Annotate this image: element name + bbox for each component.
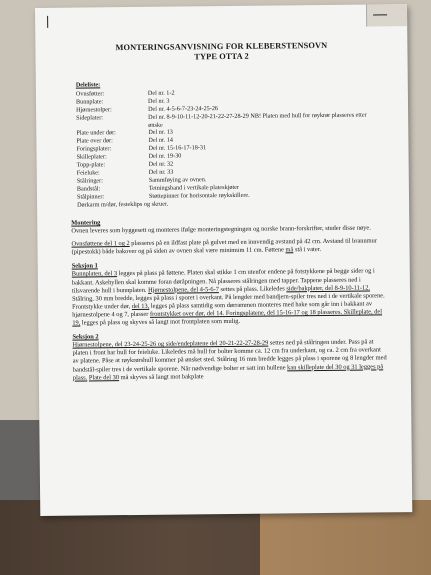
- parts-row: Stålpinner: Støttepinner for horisontale røykskillere.: [76, 191, 250, 201]
- parts-row: Foringsplater: Del nr. 15-16-17-18-31: [76, 144, 207, 153]
- parts-row: Hjørnestolper: Del nr. 4-5-6-7-23-24-25-26: [76, 104, 219, 114]
- montering-paragraph-1: Ovnen leveres som byggesett og monteres ifølge monteringstegningen og norske brann-forskrifter, studer disse nøye.: [71, 224, 371, 235]
- title-line-1: MONTERINGSANVISNING FOR KLEBERSTENSOVN: [115, 40, 328, 53]
- parts-heading: Deleliste:: [75, 81, 101, 89]
- parts-row: Topp-plate: Del nr. 32: [76, 160, 174, 169]
- margin-mark-left: [47, 16, 48, 28]
- title-line-2: TYPE OTTA 2: [194, 51, 249, 62]
- parts-row: Bunnplate: Del nr. 3: [75, 97, 170, 106]
- parts-row: Sideplater: Del nr. 8-9-10-11-12-20-21-22-27-28-29 NB! Platen med hull for røykrør plasseres etter ønske: [76, 111, 367, 129]
- seksjon1-paragraph: Bunnplaten, del 3 legges på plass på føttene. Platen skal stikke 1 cm utenfor endene på fotstykkene på begge sider og i bakkant. Askehyllen skal komme foran døråpningen. Nå plasseres stålringen med tapper. Tappene plasseres ned i tilsvarende hull i bunnplaten. Hjørnestolpene, del 4-5-6-7 settes på plass. Likeledes side/bakplater, del 8-9-10-11-12. Stålring, 30 mm bredde, legges på plass i sporet i overkant. På lengder med bandjern-spiler tres ned i de vertikale sporene. Frontstykke under dør, del 13, legges på plass samtidig som dørrammen monteres med hake som går inn i bakkant av hjørnestolpene 4 og 7, plasser frontstykket over dør, del 14. Foringsplatene, del 15-16-17 og 18 plasseres. Skilleplate, del 19, legges på plass og skyves så langt mot frontplaten som mulig.: [71, 267, 385, 327]
- montering-heading: Montering: [71, 219, 101, 227]
- parts-row: Bandstål: Tetningsband i vertikale plateskjøter: [76, 183, 240, 193]
- parts-row: Stålringer: Sammføying av ovnen.: [76, 176, 207, 185]
- montering-paragraph-2: Ovnsføttene del 1 og 2 plasseres på en ildfast plate på gulvet med en innvendig avstand på 42 cm. Avstand til brannmur (pipestokk) både bakover og på siden av ovnen skal være minimum 11 cm. Føttene må stå i vater.: [71, 237, 377, 256]
- document-title: [35, 40, 407, 64]
- parts-row: Plate under dør: Del nr. 13: [76, 129, 173, 138]
- parts-row: Feieluke: Del nr. 33: [76, 168, 174, 177]
- instructions: [71, 216, 387, 382]
- parts-list: [76, 78, 377, 209]
- seksjon2-heading: Seksjon 2: [72, 333, 99, 341]
- parts-footer: Dørkarm m/dør, festeklips og skruer.: [77, 200, 169, 209]
- seksjon1-heading: Seksjon 1: [71, 262, 98, 271]
- parts-row: Ovnsføtter: Del nr. 1-2: [75, 89, 175, 98]
- parts-row: Plate over dør: Del nr. 14: [76, 136, 174, 145]
- seksjon2-paragraph: Hjørnestolpene, del 23-24-25-26 og side/endeplatene del 20-21-22-27-28-29 settes ned på stålringen under. Pass på at platen i front har hull for feieluke. Likeledes må hull for bolter komme ca. 12 cm fra underkant, og ca. 2 cm fra overkant av platene. Påse at røykrørshull kommer på ønsket sted. Stålring 16 mm bredde legges på plass i sporene og 8 lengder med bandstål-spiler tres i de vertikale sporene. Når nødvendige bolter er satt inn hullene kan skilleplate del 30 og 31 legges på plass. Plate del 30 må skyves så langt mot bakplate: [72, 338, 387, 382]
- document-page: [35, 4, 412, 516]
- margin-mark-right: [373, 14, 387, 15]
- parts-row: Skilleplater: Del nr. 19-30: [76, 152, 182, 161]
